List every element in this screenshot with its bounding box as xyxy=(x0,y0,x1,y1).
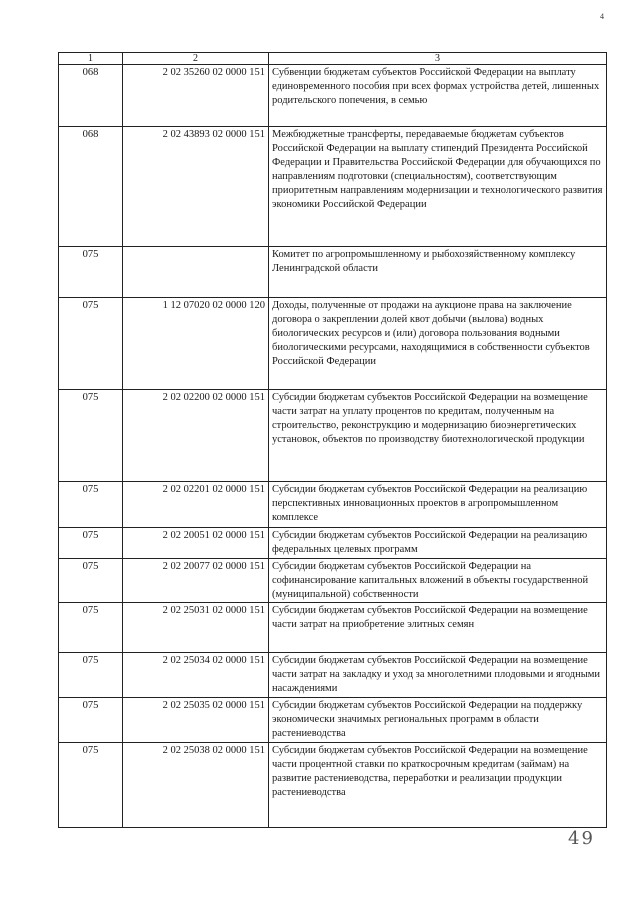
table-row xyxy=(59,528,607,559)
admin-code-cell: 075 xyxy=(59,559,123,603)
admin-code-cell: 075 xyxy=(59,298,123,390)
bottom-page-number: 49 xyxy=(568,828,595,849)
admin-code-cell: 068 xyxy=(59,127,123,247)
budget-code-cell xyxy=(123,247,269,298)
table-row xyxy=(59,482,607,528)
header-row xyxy=(59,53,607,65)
description-cell: Субсидии бюджетам субъектов Российской Федерации на возмещение части затрат на уплату процентов по кредитам, полученным на строительство, реконструкцию и модернизацию биоэнергетических установок, объектов по производству биотехнологической продукции xyxy=(269,390,607,482)
header-cell-3: 3 xyxy=(269,53,607,65)
admin-code-cell: 075 xyxy=(59,603,123,653)
budget-code-cell: 2 02 25038 02 0000 151 xyxy=(123,743,269,828)
admin-code-cell: 075 xyxy=(59,743,123,828)
table-row xyxy=(59,603,607,653)
description-cell: Субвенции бюджетам субъектов Российской Федерации на выплату единовременного пособия при всех формах устройства детей, лишенных родительского попечения, в семью xyxy=(269,65,607,127)
table-row xyxy=(59,390,607,482)
admin-code-cell: 075 xyxy=(59,698,123,743)
budget-code-cell: 2 02 20077 02 0000 151 xyxy=(123,559,269,603)
admin-code-cell: 075 xyxy=(59,247,123,298)
description-cell: Субсидии бюджетам субъектов Российской Федерации на возмещение части затрат на закладку и уход за многолетними плодовыми и ягодными насаждениями xyxy=(269,653,607,698)
budget-code-cell: 2 02 25035 02 0000 151 xyxy=(123,698,269,743)
admin-code-cell: 075 xyxy=(59,528,123,559)
budget-code-cell: 2 02 20051 02 0000 151 xyxy=(123,528,269,559)
budget-code-cell: 2 02 02201 02 0000 151 xyxy=(123,482,269,528)
table-row xyxy=(59,559,607,603)
top-page-number: 4 xyxy=(600,12,604,21)
admin-code-cell: 075 xyxy=(59,653,123,698)
budget-code-cell: 2 02 35260 02 0000 151 xyxy=(123,65,269,127)
description-cell: Субсидии бюджетам субъектов Российской Федерации на поддержку экономически значимых региональных программ в области растениеводства xyxy=(269,698,607,743)
budget-code-cell: 2 02 02200 02 0000 151 xyxy=(123,390,269,482)
budget-code-cell: 2 02 43893 02 0000 151 xyxy=(123,127,269,247)
description-cell: Субсидии бюджетам субъектов Российской Федерации на софинансирование капитальных вложений в объекты государственной (муниципальной) собственности xyxy=(269,559,607,603)
admin-code-cell: 075 xyxy=(59,482,123,528)
budget-code-cell: 2 02 25031 02 0000 151 xyxy=(123,603,269,653)
header-cell-2: 2 xyxy=(123,53,269,65)
revenue-codes-table xyxy=(58,52,607,828)
table-row xyxy=(59,298,607,390)
admin-code-cell: 068 xyxy=(59,65,123,127)
table-row xyxy=(59,653,607,698)
budget-code-cell: 2 02 25034 02 0000 151 xyxy=(123,653,269,698)
description-cell: Доходы, полученные от продажи на аукционе права на заключение договора о закреплении долей квот добычи (вылова) водных биологических ресурсов и (или) договора пользования водными биологическими ресурсами, находящимися в собственности субъектов Российской Федерации xyxy=(269,298,607,390)
description-cell: Субсидии бюджетам субъектов Российской Федерации на возмещение части процентной ставки по краткосрочным кредитам (займам) на развитие растениеводства, переработки и реализации продукции растениеводства xyxy=(269,743,607,828)
header-cell-1: 1 xyxy=(59,53,123,65)
section-title-cell: Комитет по агропромышленному и рыбохозяйственному комплексу Ленинградской области xyxy=(269,247,607,298)
description-cell: Субсидии бюджетам субъектов Российской Федерации на возмещение части затрат на приобретение элитных семян xyxy=(269,603,607,653)
description-cell: Межбюджетные трансферты, передаваемые бюджетам субъектов Российской Федерации на выплату стипендий Президента Российской Федерации и Правительства Российской Федерации для обучающихся по направлениям подготовки (специальностям), соответствующим приоритетным направлениям модернизации и технологического развития экономики Российской Федерации xyxy=(269,127,607,247)
description-cell: Субсидии бюджетам субъектов Российской Федерации на реализацию федеральных целевых программ xyxy=(269,528,607,559)
table-row xyxy=(59,65,607,127)
table-row xyxy=(59,247,607,298)
admin-code-cell: 075 xyxy=(59,390,123,482)
table-row xyxy=(59,127,607,247)
table-row xyxy=(59,743,607,828)
table-row xyxy=(59,698,607,743)
description-cell: Субсидии бюджетам субъектов Российской Федерации на реализацию перспективных инновационных проектов в агропромышленном комплексе xyxy=(269,482,607,528)
budget-code-cell: 1 12 07020 02 0000 120 xyxy=(123,298,269,390)
